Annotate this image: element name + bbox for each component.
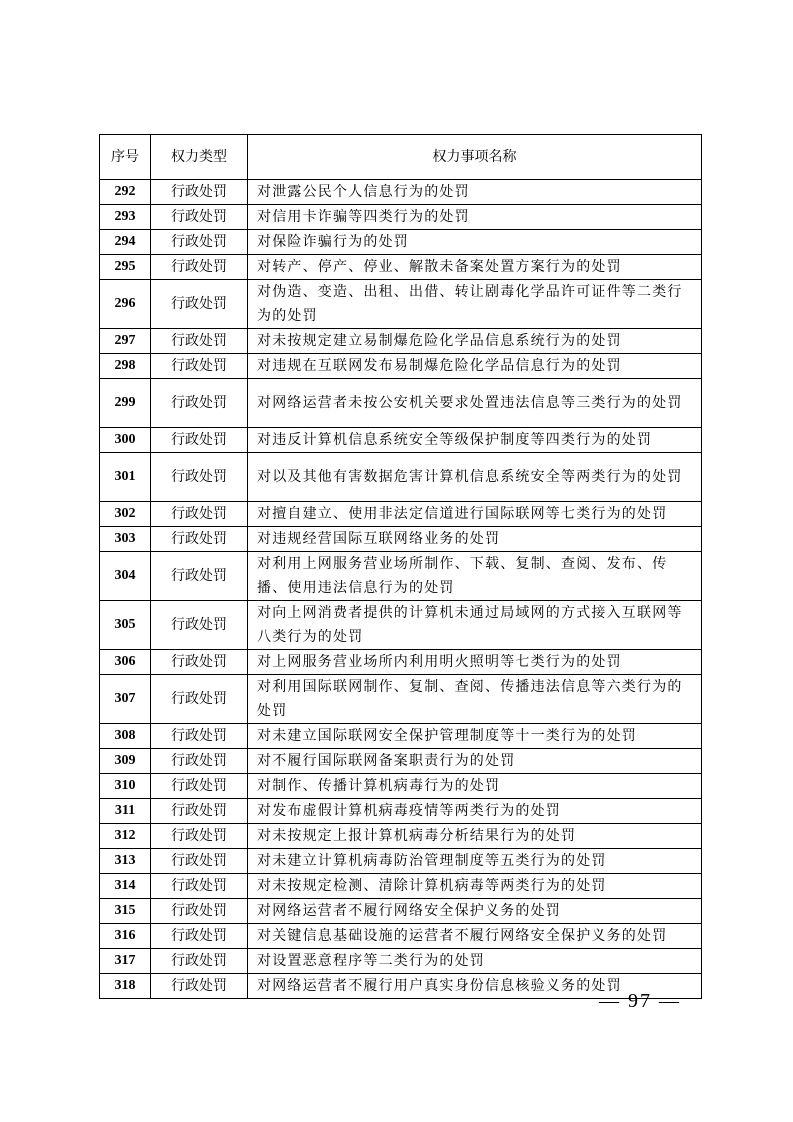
- row-power-type: 行政处罚: [151, 502, 248, 527]
- row-power-item-name: 对转产、停产、停业、解散未备案处置方案行为的处罚: [248, 255, 702, 280]
- row-serial-number: 303: [100, 527, 151, 552]
- row-power-type: 行政处罚: [151, 774, 248, 799]
- row-power-item-name: 对利用国际联网制作、复制、查阅、传播违法信息等六类行为的处罚: [248, 675, 702, 724]
- row-serial-number: 306: [100, 650, 151, 675]
- row-power-type: 行政处罚: [151, 453, 248, 502]
- row-serial-number: 299: [100, 379, 151, 428]
- row-power-type: 行政处罚: [151, 899, 248, 924]
- row-power-type: 行政处罚: [151, 849, 248, 874]
- row-power-type: 行政处罚: [151, 749, 248, 774]
- row-power-type: 行政处罚: [151, 675, 248, 724]
- row-power-item-name: 对向上网消费者提供的计算机未通过局域网的方式接入互联网等八类行为的处罚: [248, 601, 702, 650]
- row-power-item-name: 对网络运营者不履行用户真实身份信息核验义务的处罚: [248, 974, 702, 999]
- row-serial-number: 317: [100, 949, 151, 974]
- row-power-type: 行政处罚: [151, 601, 248, 650]
- row-power-item-name: 对不履行国际联网备案职责行为的处罚: [248, 749, 702, 774]
- row-serial-number: 297: [100, 329, 151, 354]
- table-row: [100, 601, 702, 650]
- row-serial-number: 315: [100, 899, 151, 924]
- row-serial-number: 304: [100, 552, 151, 601]
- table-row: [100, 650, 702, 675]
- row-power-item-name: 对以及其他有害数据危害计算机信息系统安全等两类行为的处罚: [248, 453, 702, 502]
- row-power-item-name: 对擅自建立、使用非法定信道进行国际联网等七类行为的处罚: [248, 502, 702, 527]
- row-serial-number: 293: [100, 205, 151, 230]
- row-power-type: 行政处罚: [151, 329, 248, 354]
- row-power-item-name: 对伪造、变造、出租、出借、转让剧毒化学品许可证件等二类行为的处罚: [248, 280, 702, 329]
- row-power-item-name: 对未按规定检测、清除计算机病毒等两类行为的处罚: [248, 874, 702, 899]
- row-power-type: 行政处罚: [151, 974, 248, 999]
- row-serial-number: 301: [100, 453, 151, 502]
- row-serial-number: 313: [100, 849, 151, 874]
- row-power-item-name: 对网络运营者不履行网络安全保护义务的处罚: [248, 899, 702, 924]
- row-serial-number: 310: [100, 774, 151, 799]
- row-serial-number: 302: [100, 502, 151, 527]
- row-serial-number: 292: [100, 180, 151, 205]
- row-serial-number: 314: [100, 874, 151, 899]
- row-serial-number: 300: [100, 428, 151, 453]
- row-serial-number: 294: [100, 230, 151, 255]
- row-power-item-name: 对违规经营国际互联网络业务的处罚: [248, 527, 702, 552]
- table-row: [100, 799, 702, 824]
- row-power-item-name: 对违反计算机信息系统安全等级保护制度等四类行为的处罚: [248, 428, 702, 453]
- table-row: [100, 230, 702, 255]
- row-serial-number: 298: [100, 354, 151, 379]
- row-power-item-name: 对泄露公民个人信息行为的处罚: [248, 180, 702, 205]
- row-serial-number: 318: [100, 974, 151, 999]
- row-power-item-name: 对设置恶意程序等二类行为的处罚: [248, 949, 702, 974]
- table-row: [100, 824, 702, 849]
- row-power-type: 行政处罚: [151, 824, 248, 849]
- table-row: [100, 255, 702, 280]
- row-power-type: 行政处罚: [151, 949, 248, 974]
- row-power-item-name: 对违规在互联网发布易制爆危险化学品信息行为的处罚: [248, 354, 702, 379]
- row-power-item-name: 对发布虚假计算机病毒疫情等两类行为的处罚: [248, 799, 702, 824]
- row-power-type: 行政处罚: [151, 874, 248, 899]
- table-row: [100, 949, 702, 974]
- table-row: [100, 552, 702, 601]
- table-row: [100, 428, 702, 453]
- table-row: [100, 724, 702, 749]
- row-power-item-name: 对保险诈骗行为的处罚: [248, 230, 702, 255]
- table-row: [100, 675, 702, 724]
- row-power-type: 行政处罚: [151, 354, 248, 379]
- table-row: [100, 874, 702, 899]
- row-serial-number: 308: [100, 724, 151, 749]
- table-row: [100, 774, 702, 799]
- table-row: [100, 924, 702, 949]
- row-power-type: 行政处罚: [151, 799, 248, 824]
- row-power-item-name: 对关键信息基础设施的运营者不履行网络安全保护义务的处罚: [248, 924, 702, 949]
- table-header-row: [100, 135, 702, 180]
- row-power-type: 行政处罚: [151, 255, 248, 280]
- row-power-type: 行政处罚: [151, 527, 248, 552]
- row-serial-number: 311: [100, 799, 151, 824]
- row-serial-number: 305: [100, 601, 151, 650]
- row-power-type: 行政处罚: [151, 230, 248, 255]
- row-power-type: 行政处罚: [151, 379, 248, 428]
- row-power-item-name: 对未建立计算机病毒防治管理制度等五类行为的处罚: [248, 849, 702, 874]
- header-power-type: 权力类型: [151, 135, 248, 180]
- table-row: [100, 527, 702, 552]
- row-serial-number: 296: [100, 280, 151, 329]
- table-row: [100, 899, 702, 924]
- table-row: [100, 280, 702, 329]
- row-power-type: 行政处罚: [151, 428, 248, 453]
- row-power-item-name: 对未建立国际联网安全保护管理制度等十一类行为的处罚: [248, 724, 702, 749]
- table-body: [100, 180, 702, 999]
- row-power-item-name: 对信用卡诈骗等四类行为的处罚: [248, 205, 702, 230]
- row-power-item-name: 对未按规定建立易制爆危险化学品信息系统行为的处罚: [248, 329, 702, 354]
- row-power-item-name: 对上网服务营业场所内利用明火照明等七类行为的处罚: [248, 650, 702, 675]
- row-serial-number: 312: [100, 824, 151, 849]
- header-serial-number: 序号: [100, 135, 151, 180]
- row-power-type: 行政处罚: [151, 552, 248, 601]
- row-power-type: 行政处罚: [151, 650, 248, 675]
- row-serial-number: 309: [100, 749, 151, 774]
- table-row: [100, 502, 702, 527]
- row-power-item-name: 对网络运营者未按公安机关要求处置违法信息等三类行为的处罚: [248, 379, 702, 428]
- header-power-item-name: 权力事项名称: [248, 135, 702, 180]
- table-row: [100, 329, 702, 354]
- row-power-item-name: 对利用上网服务营业场所制作、下载、复制、查阅、发布、传播、使用违法信息行为的处罚: [248, 552, 702, 601]
- table-row: [100, 849, 702, 874]
- row-power-type: 行政处罚: [151, 180, 248, 205]
- row-power-type: 行政处罚: [151, 205, 248, 230]
- row-power-type: 行政处罚: [151, 924, 248, 949]
- table-row: [100, 453, 702, 502]
- row-power-item-name: 对未按规定上报计算机病毒分析结果行为的处罚: [248, 824, 702, 849]
- table-row: [100, 354, 702, 379]
- power-items-table: [99, 134, 702, 999]
- table-row: [100, 180, 702, 205]
- row-power-type: 行政处罚: [151, 724, 248, 749]
- page-number: — 97 —: [599, 990, 681, 1012]
- row-serial-number: 307: [100, 675, 151, 724]
- row-power-item-name: 对制作、传播计算机病毒行为的处罚: [248, 774, 702, 799]
- table-row: [100, 205, 702, 230]
- row-serial-number: 295: [100, 255, 151, 280]
- table-row: [100, 379, 702, 428]
- row-power-type: 行政处罚: [151, 280, 248, 329]
- row-serial-number: 316: [100, 924, 151, 949]
- table-row: [100, 749, 702, 774]
